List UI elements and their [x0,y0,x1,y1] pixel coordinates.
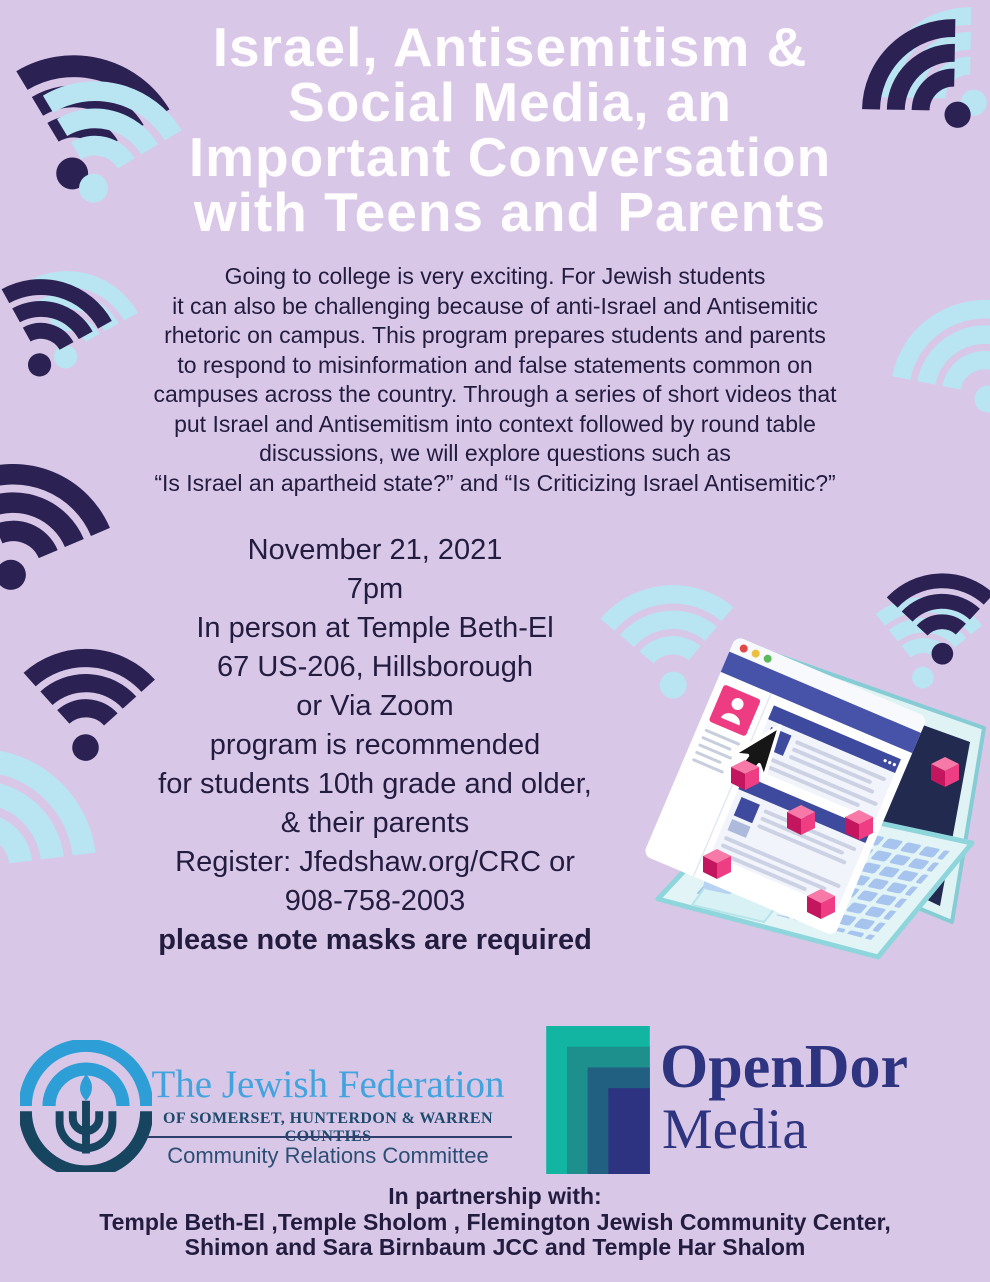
partnership-footer [0,1184,990,1261]
opendor-media-wordmark: Media [662,1098,808,1161]
partnership-line: Shimon and Sara Birnbaum JCC and Temple Har Shalom [184,1234,806,1260]
registration-phone: 908-758-2003 [284,885,466,917]
opendor-logo-icon [546,1026,650,1174]
flame-icon [80,1074,92,1100]
title-line: Important Conversation [188,126,832,188]
jewish-federation-counties: OF SOMERSET, HUNTERDON & WARREN COUNTIES [163,1110,493,1145]
jewish-federation-name: The Jewish Federation [151,1063,505,1106]
intro-line: it can also be challenging because of anti-Israel and Antisemitic [172,292,818,319]
intro-line: to respond to misinformation and false statements common on [177,351,813,378]
intro-line: put Israel and Antisemitism into context followed by round table [174,410,816,437]
intro-line: “Is Israel an apartheid state?” and “Is Criticizing Israel Antisemitic?” [154,469,836,496]
divider-line [146,1136,512,1138]
community-relations-committee: Community Relations Committee [167,1143,489,1168]
event-location: In person at Temple Beth-El [196,612,554,644]
event-date: November 21, 2021 [247,534,503,566]
title-line: Israel, Antisemitism & [212,16,808,78]
event-address: 67 US-206, Hillsborough [217,651,533,683]
event-audience: program is recommended [209,729,541,761]
registration-url: Register: Jfedshaw.org/CRC or [175,846,575,878]
masks-note: please note masks are required [158,924,592,956]
partnership-heading: In partnership with: [388,1183,602,1209]
event-audience: & their parents [280,807,470,839]
event-time: 7pm [346,573,404,605]
intro-line: discussions, we will explore questions such as [259,440,731,466]
intro-line: Going to college is very exciting. For Jewish students [224,263,766,289]
jewish-federation-logo-icon [20,1040,152,1172]
event-audience: for students 10th grade and older, [158,768,592,800]
event-details [30,531,720,960]
poster-title [40,16,980,243]
intro-paragraph [55,262,935,498]
title-line: Social Media, an [288,71,732,133]
event-zoom-option: or Via Zoom [296,690,454,722]
laptop-illustration [628,610,990,982]
opendor-wordmark: OpenDor [660,1033,908,1101]
partnership-line: Temple Beth-El ,Temple Sholom , Flemington Jewish Community Center, [99,1208,891,1235]
intro-line: rhetoric on campus. This program prepares students and parents [164,322,826,348]
intro-line: campuses across the country. Through a series of short videos that [153,381,837,407]
title-line: with Teens and Parents [193,181,827,243]
